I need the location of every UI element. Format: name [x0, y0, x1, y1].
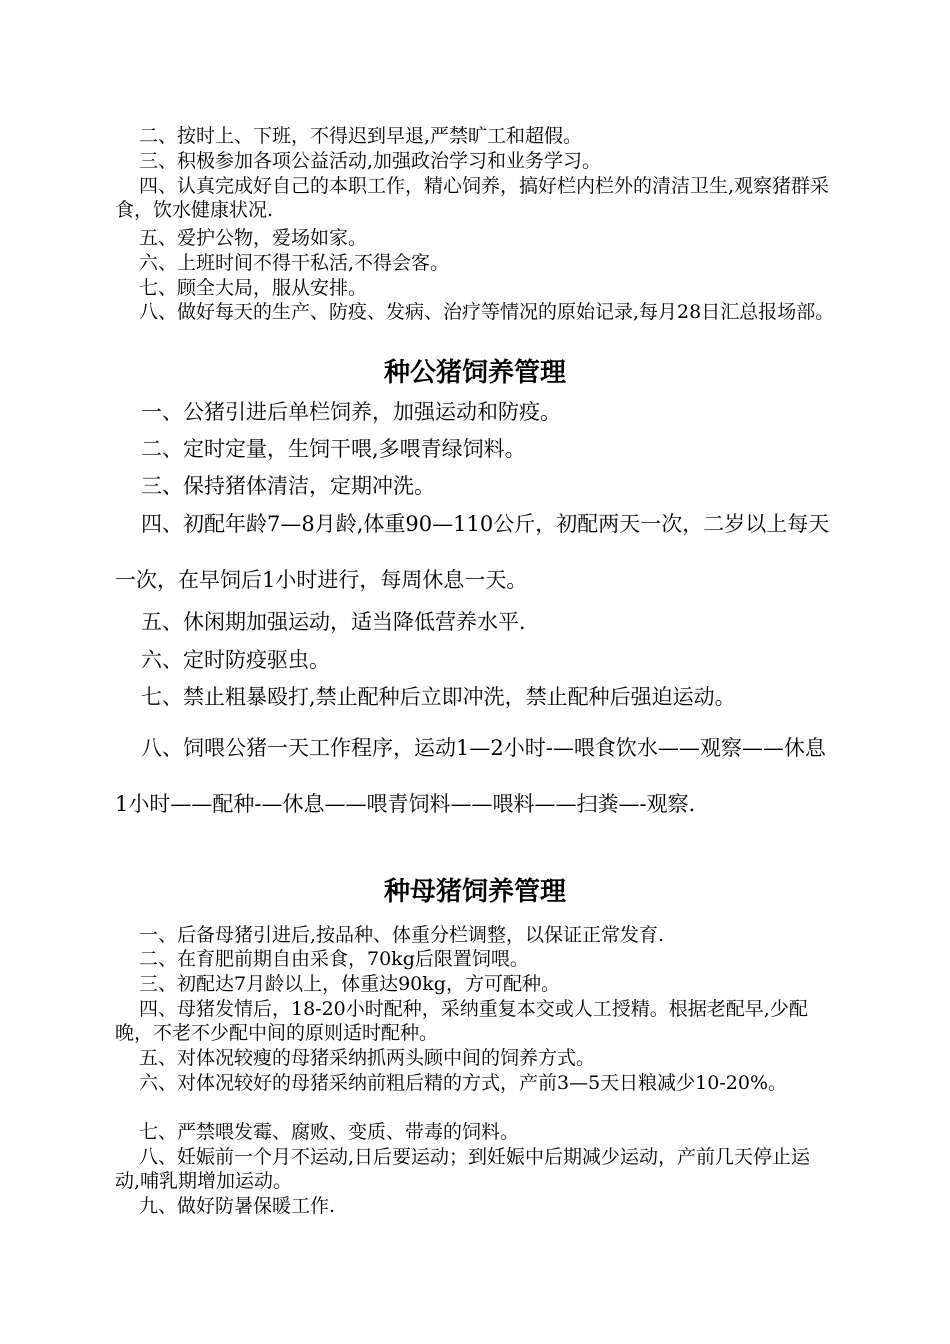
sow-item-1: 一、后备母猪引进后,按品种、体重分栏调整，以保证正常发育.	[139, 924, 665, 946]
sow-item-3: 三、初配达7月龄以上，体重达90kg，方可配种。	[139, 973, 560, 995]
boar-item-7: 七、禁止粗暴殴打,禁止配种后立即冲洗，禁止配种后强迫运动。	[141, 685, 736, 709]
sow-item-6: 六、对体况较好的母猪采纳前粗后精的方式，产前3—5天日粮减少10-20%。	[139, 1072, 788, 1094]
rule-item-8: 八、做好每天的生产、防疫、发病、治疗等情况的原始记录,每月28日汇总报场部。	[139, 301, 835, 323]
rule-item-3: 三、积极参加各项公益活动,加强政治学习和业务学习。	[139, 150, 602, 172]
boar-item-5: 五、休闲期加强运动，适当降低营养水平.	[141, 610, 526, 634]
sow-management-title: 种母猪饲养管理	[383, 877, 566, 907]
rule-item-4: 四、认真完成好自己的本职工作，精心饲养，搞好栏内栏外的清洁卫生,观察猪群采食，饮水健康状况.	[115, 175, 830, 221]
boar-item-2: 二、定时定量，生饲干喂,多喂青绿饲料。	[141, 437, 526, 461]
rule-item-2: 二、按时上、下班，不得迟到早退,严禁旷工和超假。	[139, 125, 583, 147]
rule-item-5: 五、爱护公物，爱场如家。	[139, 227, 368, 249]
boar-item-1: 一、公猪引进后单栏饲养，加强运动和防疫。	[141, 400, 561, 424]
sow-item-4: 四、母猪发情后，18-20小时配种，采纳重复本交或人工授精。根据老配早,少配晚，不老不少配中间的原则适时配种。	[115, 998, 808, 1044]
rule-item-6: 六、上班时间不得干私活,不得会客。	[139, 252, 450, 274]
boar-management-title: 种公猪饲养管理	[383, 358, 566, 388]
boar-item-4: 四、初配年龄7—8月龄,体重90—110公斤，初配两天一次，二岁以上每天一次，在早饲后1小时进行，每周休息一天。	[115, 512, 830, 592]
sow-item-2: 二、在育肥前期自由采食，70kg后限置饲喂。	[139, 948, 529, 970]
boar-item-8: 八、饲喂公猪一天工作程序，运动1—2小时-—喂食饮水——观察——休息1小时——配种-—休息——喂青饲料——喂料——扫粪—-观察.	[115, 736, 826, 816]
sow-item-7: 七、严禁喂发霉、腐败、变质、带毒的饲料。	[139, 1121, 520, 1143]
sow-item-8: 八、妊娠前一个月不运动,日后要运动；到妊娠中后期减少运动，产前几天停止运动,哺乳期增加运动。	[115, 1146, 811, 1192]
boar-item-3: 三、保持猪体清洁，定期冲洗。	[141, 474, 435, 498]
sow-item-5: 五、对体况较瘦的母猪采纳抓两头顾中间的饲养方式。	[139, 1047, 596, 1069]
boar-item-6: 六、定时防疫驱虫。	[141, 648, 330, 672]
rule-item-7: 七、顾全大局，服从安排。	[139, 277, 368, 299]
sow-item-9: 九、做好防暑保暖工作.	[139, 1195, 336, 1217]
